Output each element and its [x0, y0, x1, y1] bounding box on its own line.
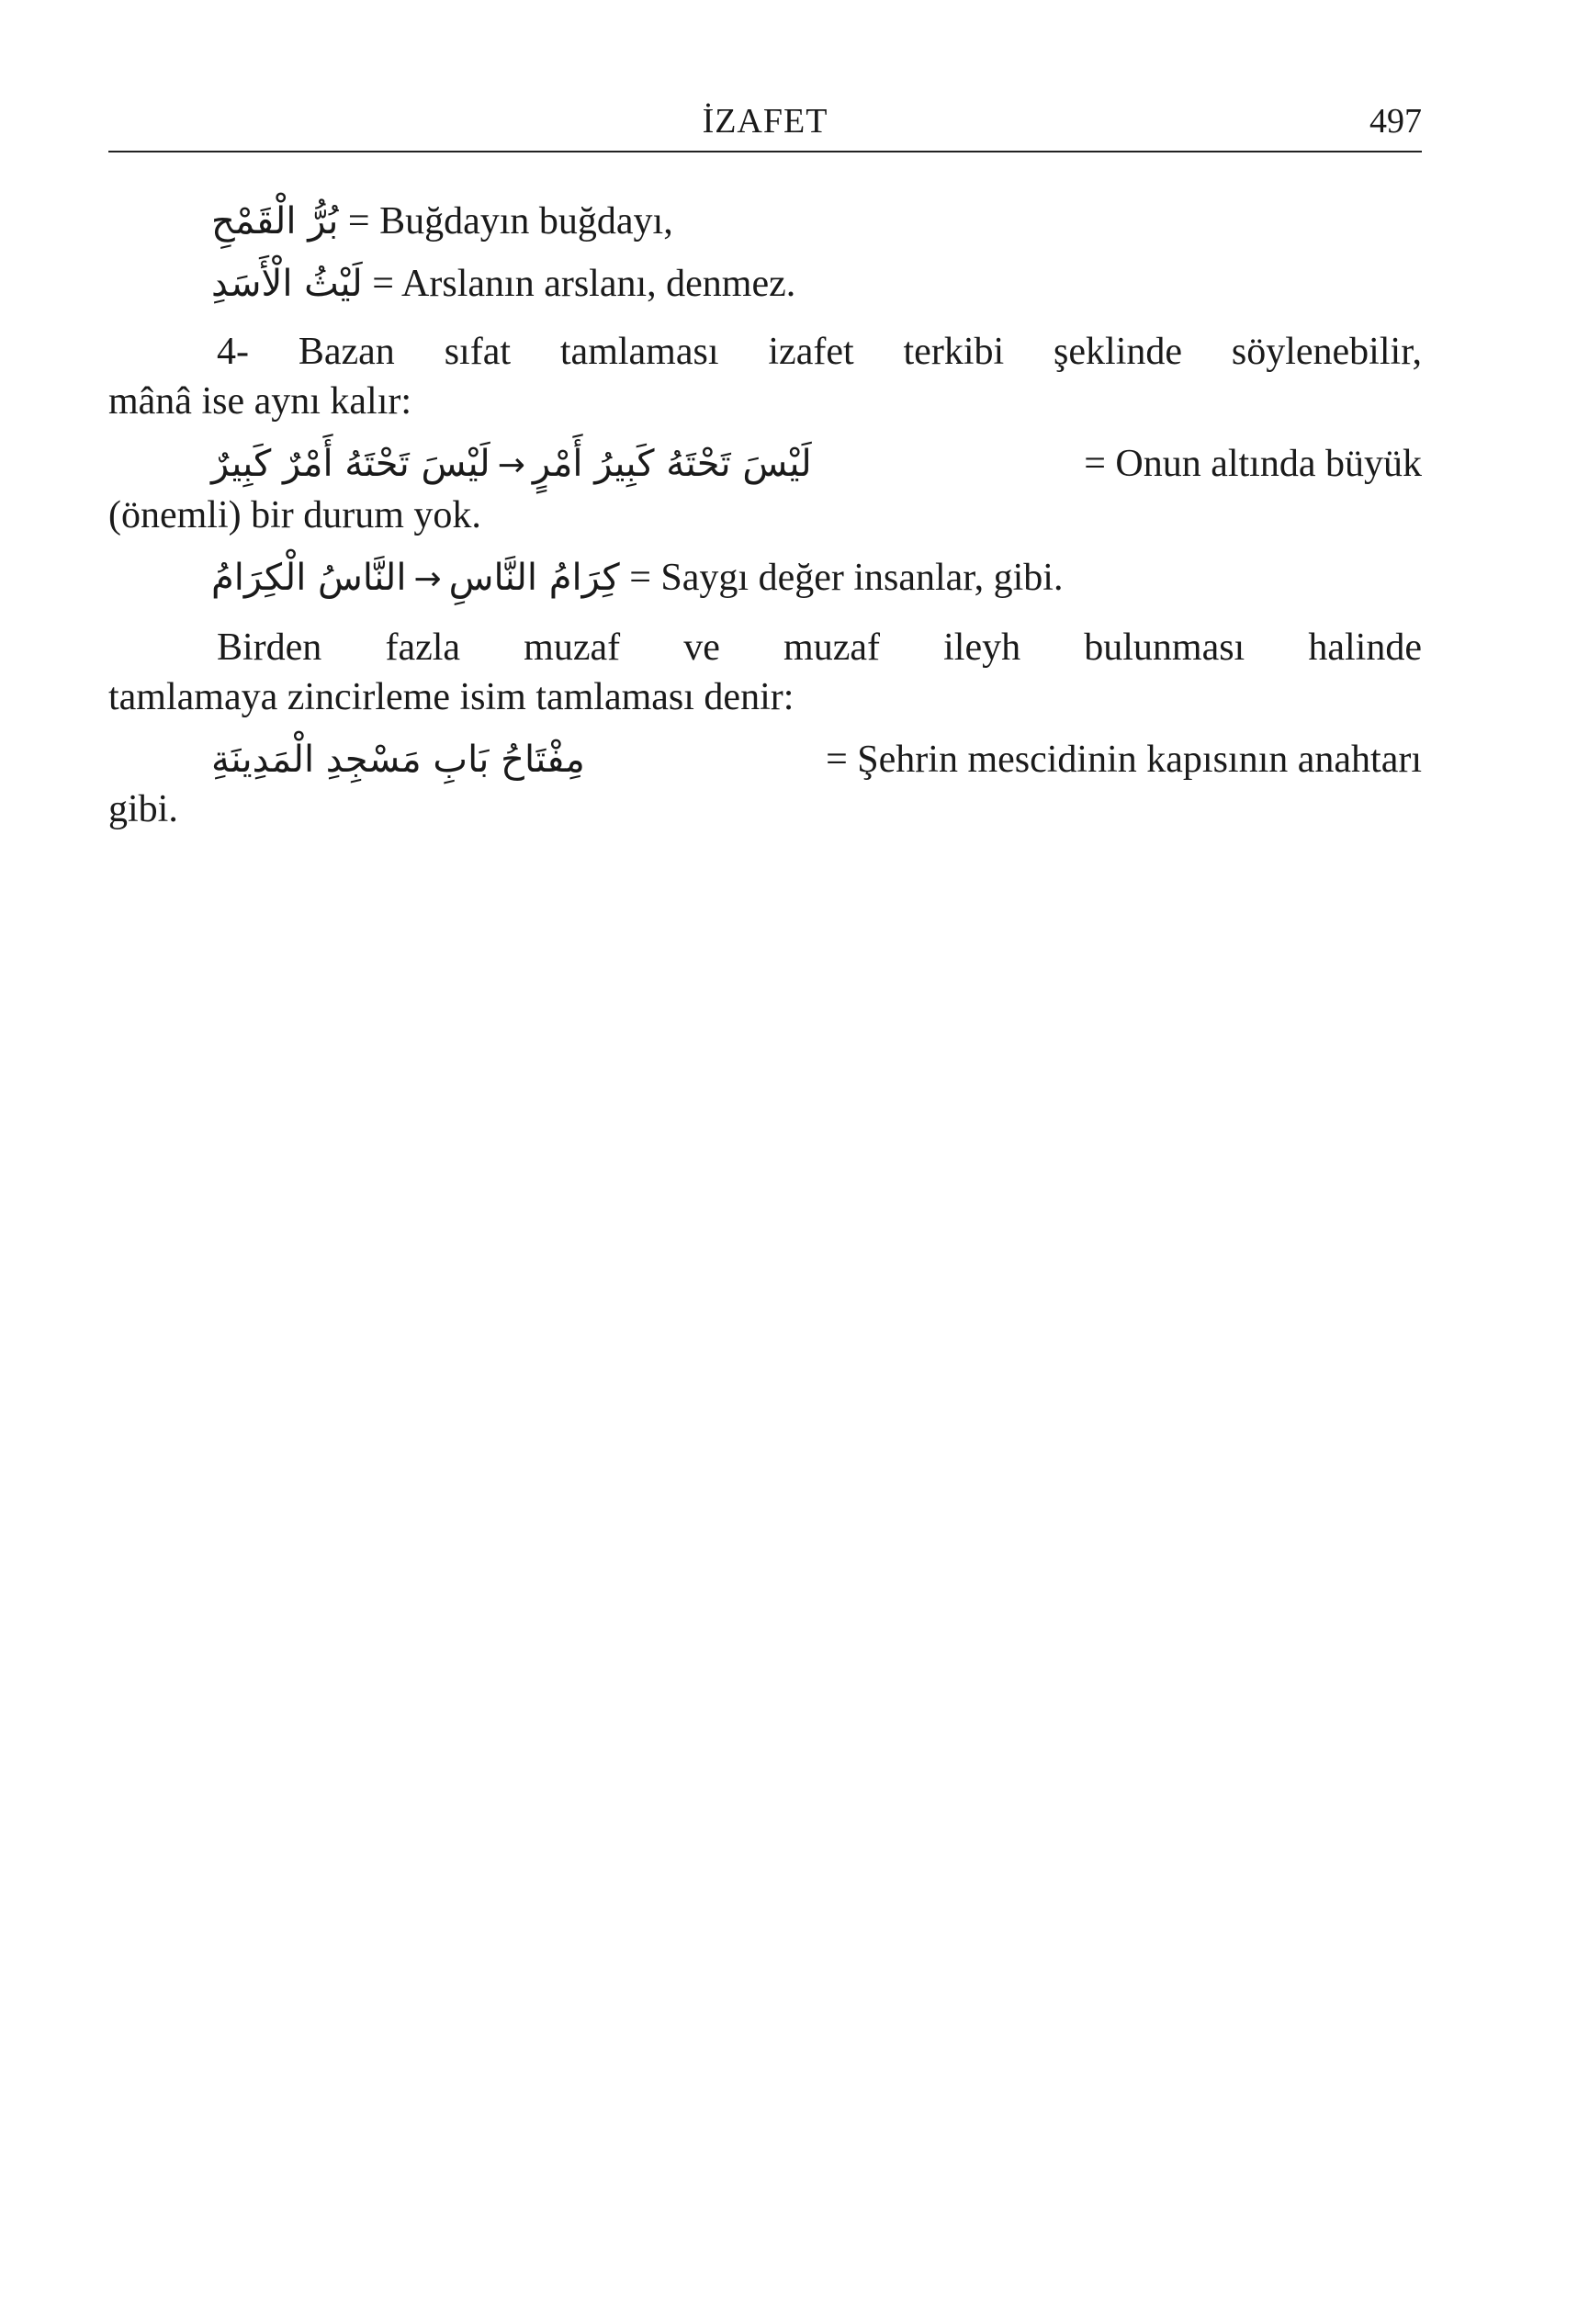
paragraph-line: 4- Bazan sıfat tamlaması izafet terkibi şeklinde söylenebilir,	[217, 331, 1422, 373]
header-rule	[108, 151, 1422, 152]
chapter-title: İZAFET	[702, 102, 828, 141]
arrow-icon: →	[497, 446, 525, 484]
meaning-text: = Onun altında büyük	[1084, 443, 1422, 485]
page-body	[108, 184, 1422, 847]
paragraph-line: tamlamaya zincirleme isim tamlaması denir:	[108, 676, 794, 718]
running-header	[108, 101, 1422, 152]
paragraph-section-4	[108, 327, 1422, 426]
paragraph-line: mânâ ise aynı kalır:	[108, 380, 412, 423]
paragraph-line: Birden fazla muzaf ve muzaf ileyh bulunması halinde	[217, 626, 1422, 669]
arabic-phrase-source: لَيْسَ تَحْتَهُ أَمْرٌ كَبِيرٌ	[211, 443, 490, 485]
arabic-phrase-result: كِرَامُ النَّاسِ	[448, 557, 620, 599]
arabic-phrase-result: لَيْسَ تَحْتَهُ كَبِيرُ أَمْرٍ	[532, 443, 812, 485]
example-layth-alasad	[108, 259, 1422, 309]
meaning-text: = Arslanın arslanı, denmez.	[372, 263, 796, 305]
example-bur-alqamh	[108, 197, 1422, 246]
arabic-phrase: لَيْثُ الْأَسَدِ	[211, 263, 363, 305]
meaning-text: = Saygı değer insanlar, gibi.	[629, 557, 1064, 599]
arabic-transform	[211, 439, 812, 491]
example-kiram-annas	[108, 553, 1422, 604]
page-number: 497	[1369, 102, 1422, 141]
meaning-continuation: (önemli) bir durum yok.	[108, 494, 481, 536]
meaning-text: = Şehrin mescidinin kapısının anahtarı	[826, 739, 1422, 781]
arabic-phrase: مِفْتَاحُ بَابِ مَسْجِدِ الْمَدِينَةِ	[211, 739, 585, 781]
meaning-continuation: gibi.	[108, 788, 178, 830]
arabic-phrase: بُرُّ الْقَمْحِ	[211, 200, 339, 243]
example-miftah	[108, 735, 1422, 834]
example-laysa-tahtahu	[108, 439, 1422, 540]
arabic-phrase-source: النَّاسُ الْكِرَامُ	[211, 557, 407, 599]
meaning-text: = Buğdayın buğdayı,	[347, 200, 673, 243]
arrow-icon: →	[413, 560, 442, 598]
paragraph-chain	[108, 623, 1422, 722]
